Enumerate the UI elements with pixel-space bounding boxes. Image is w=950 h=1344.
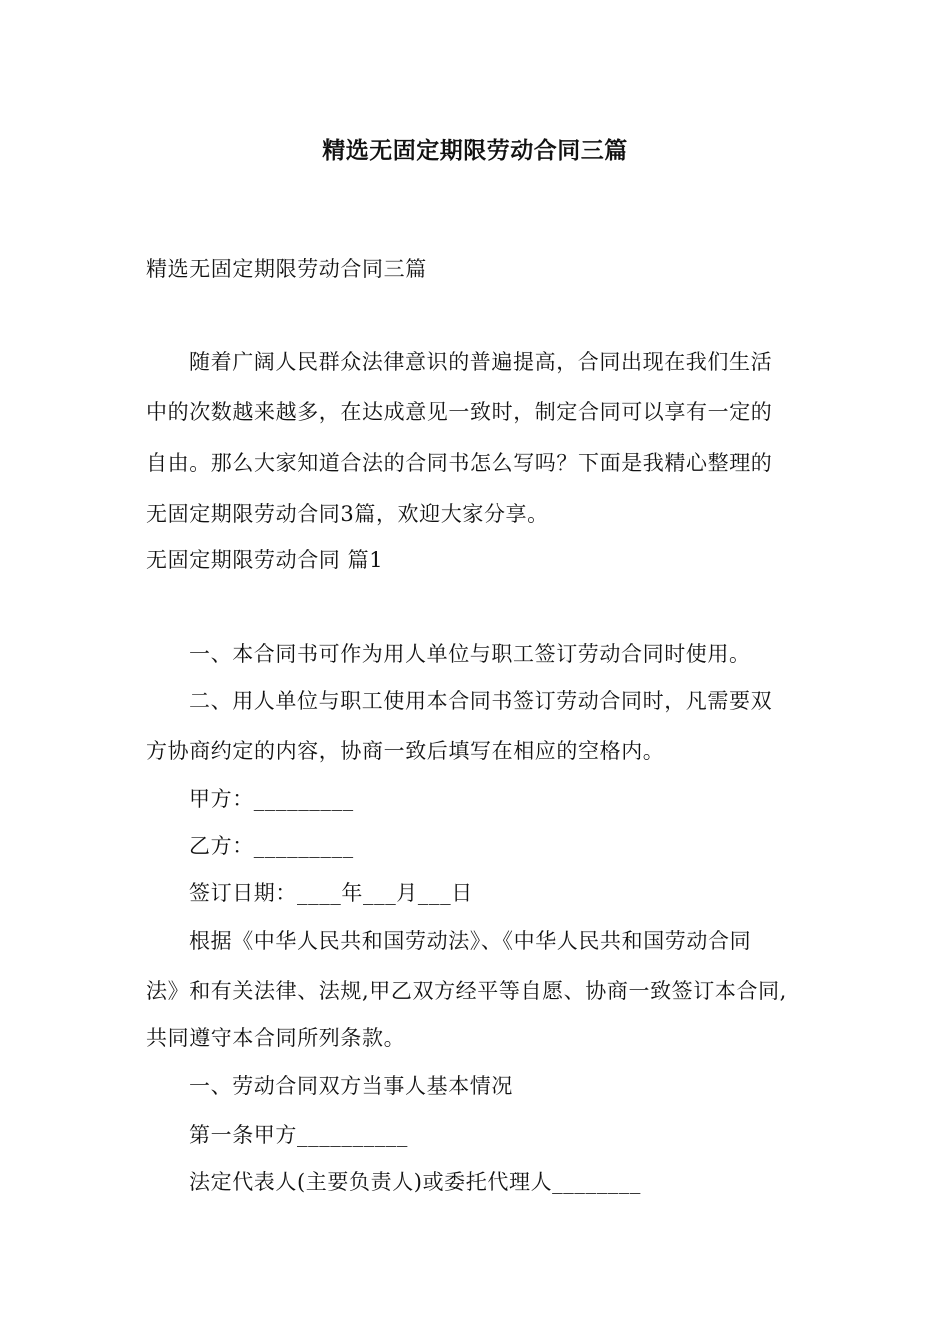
body-line-1: 一、本合同书可作为用人单位与职工签订劳动合同时使用。 xyxy=(189,642,751,666)
sign-date-field: 签订日期：____年___月___日 xyxy=(189,881,473,905)
legal-representative-field: 法定代表人(主要负责人)或委托代理人________ xyxy=(189,1170,641,1194)
intro-line-3: 自由。那么大家知道合法的合同书怎么写吗？下面是我精心整理的 xyxy=(146,451,773,475)
clause-heading: 一、劳动合同双方当事人基本情况 xyxy=(189,1074,513,1098)
document-subtitle: 精选无固定期限劳动合同三篇 xyxy=(146,257,427,281)
party-b-field: 乙方：_________ xyxy=(189,834,354,858)
body-line-9: 共同遵守本合同所列条款。 xyxy=(146,1026,406,1050)
party-a-field: 甲方：_________ xyxy=(189,787,354,811)
intro-line-1: 随着广阔人民群众法律意识的普遍提高，合同出现在我们生活 xyxy=(189,350,773,374)
body-line-2: 二、用人单位与职工使用本合同书签订劳动合同时，凡需要双 xyxy=(189,689,773,713)
body-line-7: 根据《中华人民共和国劳动法》、《中华人民共和国劳动合同 xyxy=(189,929,752,953)
intro-line-4: 无固定期限劳动合同3篇，欢迎大家分享。 xyxy=(146,502,549,526)
article-one-field: 第一条甲方__________ xyxy=(189,1123,408,1147)
intro-line-2: 中的次数越来越多，在达成意见一致时，制定合同可以享有一定的 xyxy=(146,400,773,424)
section-heading: 无固定期限劳动合同 篇1 xyxy=(146,548,384,572)
body-line-8: 法》和有关法律、法规,甲乙双方经平等自愿、协商一致签订本合同, xyxy=(146,979,787,1003)
document-title: 精选无固定期限劳动合同三篇 xyxy=(322,138,628,164)
body-line-3: 方协商约定的内容，协商一致后填写在相应的空格内。 xyxy=(146,739,665,763)
